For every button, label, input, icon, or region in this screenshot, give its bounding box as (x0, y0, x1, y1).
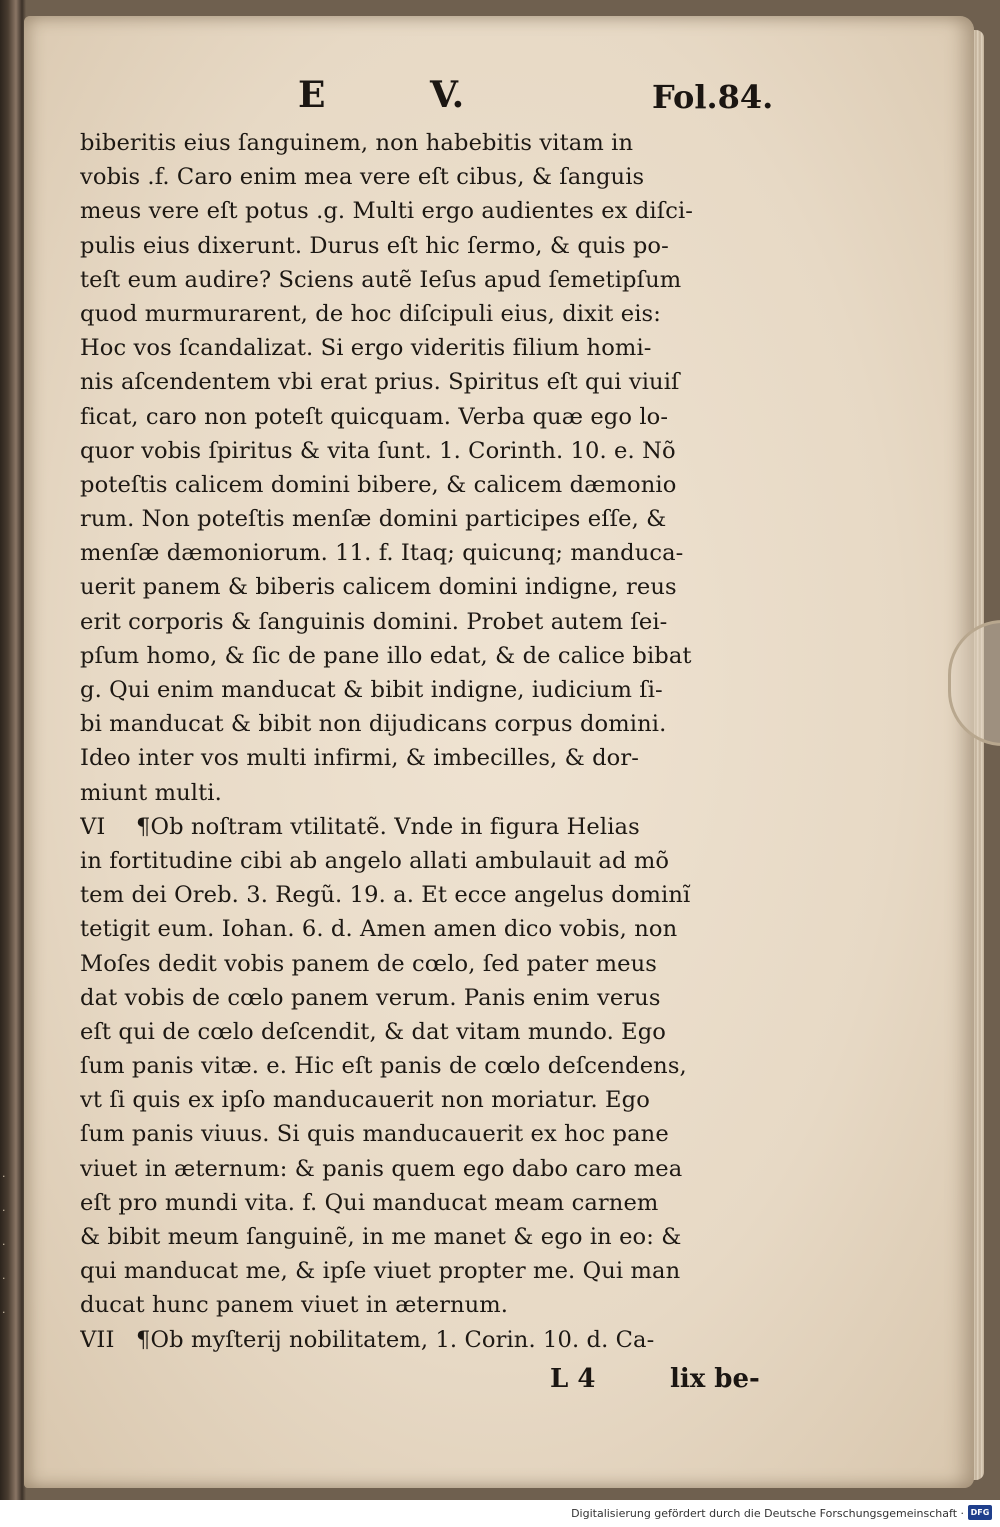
text-line: Hoc vos ſcandalizat. Si ergo videritis filium homi- (80, 335, 652, 362)
text-line: menſæ dæmoniorum. 11. f. Itaq; quicunq; manduca- (80, 540, 684, 567)
text-line: eſt qui de cœlo deſcendit, & dat vitam mundo. Ego (80, 1018, 666, 1045)
text-line: Moſes dedit vobis panem de cœlo, ſed pater meus (80, 950, 657, 977)
gutter-marks: · · · · · (2, 1170, 6, 1319)
section-numeral: VII (80, 1326, 115, 1353)
dfg-logo: DFG (968, 1505, 992, 1520)
text-line: qui manducat me, & ipſe viuet propter me. Qui man (80, 1258, 681, 1285)
signature-numeral: V. (430, 74, 465, 116)
text-line: quor vobis ſpiritus & vita ſunt. 1. Corinth. 10. e. Nõ (80, 437, 676, 464)
text-line: rum. Non poteſtis menſæ domini participes eſſe, & (80, 506, 667, 533)
text-line: & bibit meum ſanguinẽ, in me manet & ego in eo: & (80, 1224, 682, 1250)
text-line: erit corporis & ſanguinis domini. Probet autem ſei- (80, 608, 668, 635)
catchword: lix be- (670, 1364, 760, 1394)
text-line: tetigit eum. Iohan. 6. d. Amen amen dico vobis, non (80, 916, 678, 943)
text-line: vobis .f. Caro enim mea vere eſt cibus, & ſanguis (80, 164, 645, 191)
text-line: ¶Ob myſterij nobilitatem, 1. Corin. 10. d. Ca- (136, 1326, 655, 1353)
page-header (80, 70, 800, 120)
text-line: meus vere eſt potus .g. Multi ergo audientes ex diſci- (80, 198, 694, 225)
signature-mark: L 4 (550, 1364, 596, 1394)
text-line: viuet in æternum: & panis quem ego dabo caro mea (80, 1155, 683, 1182)
text-line: vt ſi quis ex ipſo manducauerit non moriatur. Ego (80, 1087, 650, 1114)
text-line: nis aſcendentem vbi erat prius. Spiritus eſt qui viuiſ (80, 369, 680, 396)
section-numeral: VI (80, 813, 106, 840)
text-line: ¶Ob noſtram vtilitatẽ. Vnde in figura Helias (136, 813, 640, 840)
credit-text: Digitalisierung gefördert durch die Deutsche Forschungsgemeinschaft · (571, 1507, 964, 1520)
text-line: ducat hunc panem viuet in æternum. (80, 1292, 509, 1319)
text-line: in fortitudine cibi ab angelo allati ambulauit ad mõ (80, 847, 670, 874)
credit-bar (0, 1500, 1000, 1527)
text-line: eſt pro mundi vita. f. Qui manducat meam carnem (80, 1189, 659, 1216)
text-line: quod murmurarent, de hoc diſcipuli eius, dixit eis: (80, 300, 661, 327)
text-line: ſum panis viuus. Si quis manducauerit ex hoc pane (80, 1121, 669, 1148)
text-line: dat vobis de cœlo panem verum. Panis enim verus (80, 984, 661, 1011)
page-footer (550, 1364, 820, 1404)
text-line: uerit panem & biberis calicem domini indigne, reus (80, 574, 677, 601)
section-vii-first-line (80, 1323, 815, 1357)
text-line: ſum panis vitæ. e. Hic eſt panis de cœlo deſcendens, (80, 1053, 687, 1080)
text-line: biberitis eius ſanguinem, non habebitis vitam in (80, 130, 634, 156)
body-text (80, 126, 815, 1357)
section-vi-first-line (80, 810, 815, 844)
text-line: pulis eius dixerunt. Durus eſt hic ſermo, & quis po- (80, 232, 669, 259)
text-line: ficat, caro non poteſt quicquam. Verba quæ ego lo- (80, 403, 669, 430)
text-line: g. Qui enim manducat & bibit indigne, iudicium ſi- (80, 677, 663, 703)
text-line: miunt multi. (80, 779, 222, 806)
folio-number: Fol.84. (652, 78, 774, 116)
text-line: pſum homo, & ſic de pane illo edat, & de calice bibat (80, 642, 692, 669)
text-line: tem dei Oreb. 3. Regũ. 19. a. Et ecce angelus dominĩ (80, 882, 691, 909)
text-line: Ideo inter vos multi infirmi, & imbecilles, & dor- (80, 745, 639, 772)
text-line: bi manducat & bibit non dijudicans corpus domini. (80, 711, 667, 738)
text-line: teſt eum audire? Sciens autẽ Ieſus apud ſemetipſum (80, 266, 682, 293)
text-line: poteſtis calicem domini bibere, & calicem dæmonio (80, 471, 677, 498)
signature-letter: E (298, 74, 326, 116)
